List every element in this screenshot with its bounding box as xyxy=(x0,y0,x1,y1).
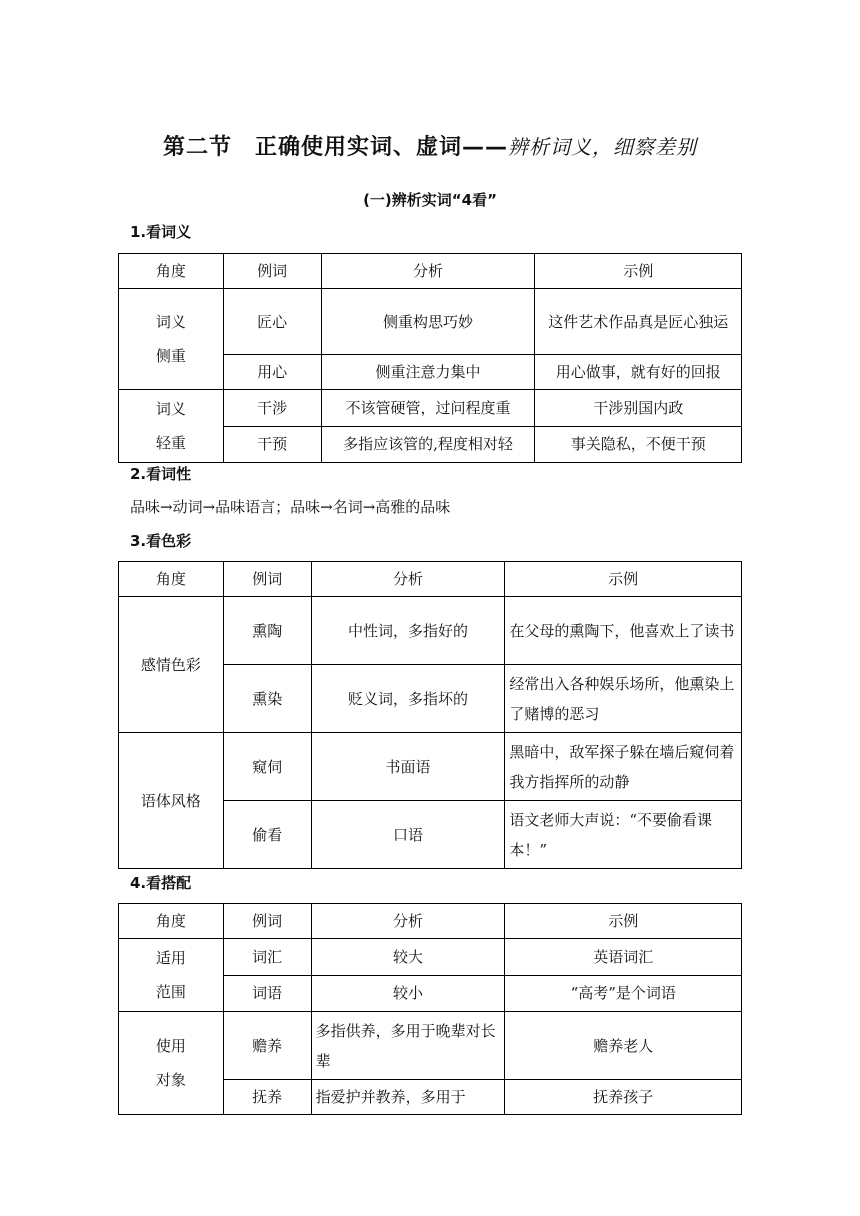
word-cell: 偷看 xyxy=(223,801,311,869)
example-cell: 英语词汇 xyxy=(505,939,742,976)
table-row xyxy=(119,733,742,801)
category-cell: 词义 轻重 xyxy=(119,390,224,463)
heading-word-meaning: 1.看词义 xyxy=(130,223,192,241)
analysis-cell: 中性词，多指好的 xyxy=(311,597,505,665)
word-cell: 匠心 xyxy=(223,289,321,355)
analysis-cell: 贬义词，多指坏的 xyxy=(311,665,505,733)
analysis-cell: 侧重构思巧妙 xyxy=(321,289,535,355)
analysis-cell: 不该管硬管，过问程度重 xyxy=(321,390,535,427)
part-of-speech-line: 品味→动词→品味语言；品味→名词→高雅的品味 xyxy=(130,498,451,516)
table-header-row xyxy=(119,904,742,939)
category-cell: 词义 侧重 xyxy=(119,289,224,390)
word-cell: 窥伺 xyxy=(223,733,311,801)
analysis-cell: 较小 xyxy=(311,975,505,1012)
category-cell: 适用 范围 xyxy=(119,939,224,1012)
heading-color: 3.看色彩 xyxy=(130,532,192,550)
word-cell: 干预 xyxy=(223,426,321,463)
word-cell: 抚养 xyxy=(223,1080,311,1115)
table-word-meaning xyxy=(118,253,742,463)
heading-collocation: 4.看搭配 xyxy=(130,874,192,892)
example-cell: 用心做事，就有好的回报 xyxy=(535,355,742,390)
section-subtitle: (一)辨析实词“4看” xyxy=(363,191,497,209)
example-cell: 在父母的熏陶下，他喜欢上了读书 xyxy=(505,597,742,665)
analysis-cell: 较大 xyxy=(311,939,505,976)
header-cell: 示例 xyxy=(505,904,742,939)
word-cell: 词语 xyxy=(223,975,311,1012)
header-cell: 分析 xyxy=(321,254,535,289)
table-row xyxy=(119,939,742,976)
category-cell: 使用 对象 xyxy=(119,1012,224,1115)
header-cell: 例词 xyxy=(223,904,311,939)
analysis-cell: 侧重注意力集中 xyxy=(321,355,535,390)
example-cell: 赡养老人 xyxy=(505,1012,742,1080)
example-cell: 事关隐私，不便干预 xyxy=(535,426,742,463)
table-row xyxy=(119,1012,742,1080)
header-cell: 例词 xyxy=(223,254,321,289)
category-cell: 感情色彩 xyxy=(119,597,224,733)
example-cell: 这件艺术作品真是匠心独运 xyxy=(535,289,742,355)
example-cell: “高考”是个词语 xyxy=(505,975,742,1012)
header-cell: 例词 xyxy=(223,562,311,597)
table-header-row xyxy=(119,562,742,597)
example-cell: 语文老师大声说：“不要偷看课本！” xyxy=(505,801,742,869)
word-cell: 熏陶 xyxy=(223,597,311,665)
heading-part-of-speech: 2.看词性 xyxy=(130,465,192,483)
header-cell: 角度 xyxy=(119,254,224,289)
table-row xyxy=(119,390,742,427)
word-cell: 熏染 xyxy=(223,665,311,733)
example-cell: 干涉别国内政 xyxy=(535,390,742,427)
word-cell: 干涉 xyxy=(223,390,321,427)
example-cell: 抚养孩子 xyxy=(505,1080,742,1115)
analysis-cell: 多指供养，多用于晚辈对长辈 xyxy=(311,1012,505,1080)
header-cell: 示例 xyxy=(535,254,742,289)
header-cell: 分析 xyxy=(311,562,505,597)
title-main: 第二节 正确使用实词、虚词—— xyxy=(162,135,508,160)
header-cell: 角度 xyxy=(119,904,224,939)
title-sub: 辨析词义，细察差别 xyxy=(508,135,697,159)
analysis-cell: 多指应该管的,程度相对轻 xyxy=(321,426,535,463)
analysis-cell: 指爱护并教养，多用于 xyxy=(311,1080,505,1115)
category-cell: 语体风格 xyxy=(119,733,224,869)
analysis-cell: 口语 xyxy=(311,801,505,869)
page-title xyxy=(0,130,860,161)
word-cell: 词汇 xyxy=(223,939,311,976)
table-header-row xyxy=(119,254,742,289)
word-cell: 赡养 xyxy=(223,1012,311,1080)
table-row xyxy=(119,597,742,665)
header-cell: 分析 xyxy=(311,904,505,939)
analysis-cell: 书面语 xyxy=(311,733,505,801)
word-cell: 用心 xyxy=(223,355,321,390)
header-cell: 角度 xyxy=(119,562,224,597)
header-cell: 示例 xyxy=(505,562,742,597)
table-color xyxy=(118,561,742,869)
example-cell: 经常出入各种娱乐场所，他熏染上了赌博的恶习 xyxy=(505,665,742,733)
table-collocation xyxy=(118,903,742,1115)
table-row xyxy=(119,289,742,355)
example-cell: 黑暗中，敌军探子躲在墙后窥伺着我方指挥所的动静 xyxy=(505,733,742,801)
